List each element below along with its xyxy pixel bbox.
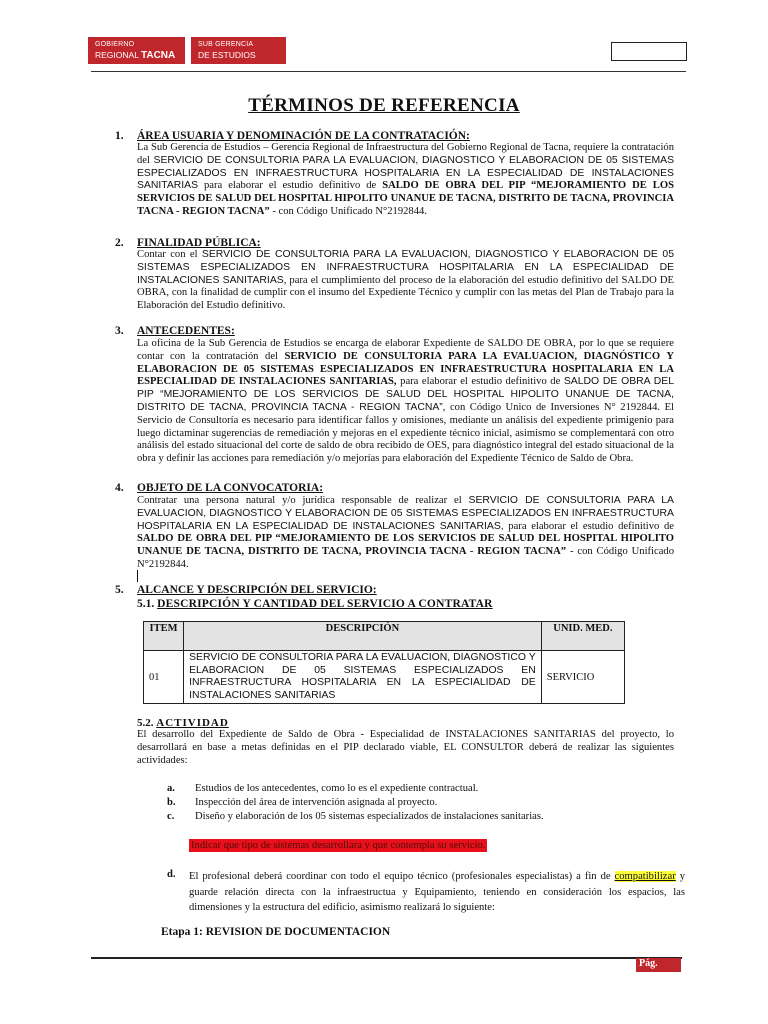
page-title: TÉRMINOS DE REFERENCIA [248,95,520,116]
section-heading-finalidad: FINALIDAD PÚBLICA: [137,237,261,249]
table-header-row [144,622,625,651]
logo-line-1: GOBIERNO [95,41,135,48]
section-number: 4. [115,482,124,494]
highlighted-word: compatibilizar [614,871,676,882]
red-highlighted-note: Indicar que tipo de sistemas desarrollara y que contempla su servicio. [191,840,486,851]
table-cell-description: SERVICIO DE CONSULTORIA PARA LA EVALUACION, DIAGNOSTICO Y ELABORACION DE 05 SISTEMAS ESPECIALIZADOS EN INFRAESTRUCTURA HOSPITALARIA EN LA ESPECIALIDAD DE INSTALACIONES SANITARIAS [184,651,542,704]
logo-line-2: REGIONAL TACNA [95,50,176,61]
sub-gerencia-logo [191,37,286,64]
section-1-paragraph: La Sub Gerencia de Estudios – Gerencia Regional de Infraestructura del Gobierno Regional de Tacna, requiere la contratación del SERVICIO DE CONSULTORIA PARA LA EVALUACION, DIAGNOSTICO Y ELABORACION DE 05 SISTEMAS ESPECIALIZADOS EN INFRAESTRUCTURA HOSPITALARIA EN LA ESPECIALIDAD DE INSTALACIONES SANITARIAS para elaborar el estudio definitivo de SALDO DE OBRA DEL PIP “MEJORAMIENTO DE LOS SERVICIOS DE SALUD DEL HOSPITAL HIPOLITO UNANUE DE TACNA, DISTRITO DE TACNA, PROVINCIA TACNA - REGION TACNA” - con Código Unificado N°2192844. [137,142,675,217]
list-item-d-text: El profesional deberá coordinar con todo el equipo técnico (profesionales especialistas) a fin de compatibilizar y guarde relación directa con la infraestructua y Equipamiento, teniendo en consideración los espacios, las dimensiones y la estructura del edificio, asimismo realizará lo siguiente: [189,871,685,913]
logo-line-2: DE ESTUDIOS [198,50,256,60]
section-3-paragraph: La oficina de la Sub Gerencia de Estudios se encarga de elaborar Expediente de SALDO DE OBRA, por lo que se requiere contar con la contratación del SERVICIO DE CONSULTORIA PARA LA EVALUACION, DIAGNÓSTICO Y ELABORACION DE 05 SISTEMAS ESPECIALIZADOS EN INFRAESTRUCTURA HOSPITALARIA EN LA ESPECIALIDAD DE INSTALACIONES SANITARIAS, para elaborar el estudio definitivo de SALDO DE OBRA DEL PIP “MEJORAMIENTO DE LOS SERVICIOS DE SALUD DEL HOSPITAL HIPOLITO UNANUE DE TACNA, DISTRITO DE TACNA, PROVINCIA TACNA - REGION TACNA”, con Código Unico de Inversiones N° 2192844. El Servicio de Consultoría es necesario para identificar fallos y omisiones, mediante un análisis del expediente primigenio para luego dictaminar sugerencias de remediación y mejoras en el expediente técnico inicial, asimismo se complementará con otro análisis del estado situacional del corte de saldo de obra recibido de OES, para diagnóstico integral del estado situacional de la obra y definir las acciones para remediación y/o mejorías para elaboración del Expediente Técnico de Saldo de Obra. [137,338,674,465]
footer-divider [91,957,682,959]
header-code-box [611,42,687,61]
gobierno-regional-logo [88,37,185,64]
subsection-5-1: 5.1. DESCRIPCIÓN Y CANTIDAD DEL SERVICIO A CONTRATAR [137,598,493,610]
page-number-badge: Pág. [636,958,681,972]
section-number: 1. [115,130,124,142]
table-row [144,651,625,704]
section-number: 3. [115,325,124,337]
section-2-paragraph: Contar con el SERVICIO DE CONSULTORIA PARA LA EVALUACION, DIAGNOSTICO Y ELABORACION DE 05 SISTEMAS ESPECIALIZADOS EN INFRAESTRUCTURA HOSPITALARIA EN LA ESPECIALIDAD DE INSTALACIONES SANITARIAS, para el cumplimiento del proceso de la elaboración del estudio definitivo del SALDO DE OBRA, con la finalidad de cumplir con el insumo del Expediente Técnico y cumplir con las metas del Plan de Trabajo para la Elaboración del Estudio definitivo. [137,249,674,312]
table-header-unit: UNID. MED. [541,622,624,651]
section-number: 5. [115,584,124,596]
table-header-description: DESCRIPCIÓN [184,622,542,651]
section-heading-antecedentes: ANTECEDENTES: [137,325,235,337]
header-divider [91,71,686,72]
logo-line-1: SUB GERENCIA [198,41,254,48]
service-table [143,621,625,704]
section-number: 2. [115,237,124,249]
section-heading-objeto: OBJETO DE LA CONVOCATORIA: [137,482,324,494]
text-cursor [137,570,138,582]
subsection-5-2: 5.2. ACTIVIDAD [137,717,229,729]
table-cell-item: 01 [144,651,184,704]
etapa-heading: Etapa 1: REVISION DE DOCUMENTACION [161,926,391,938]
section-heading-alcance: ALCANCE Y DESCRIPCIÓN DEL SERVICIO: [137,584,377,596]
activity-paragraph: El desarrollo del Expediente de Saldo de Obra - Especialidad de INSTALACIONES SANITARIAS del proyecto, lo desarrollará en base a metas definidas en el PIP declarado viable, EL CONSULTOR deberá de realizar las siguientes actividades: [137,729,674,766]
table-cell-unit: SERVICIO [541,651,624,704]
section-heading-area-usuaria: ÁREA USUARIA Y DENOMINACIÓN DE LA CONTRATACIÓN: [137,130,470,142]
section-4-paragraph: Contratar una persona natural y/o jurídica responsable de realizar el SERVICIO DE CONSULTORIA PARA LA EVALUACION, DIAGNOSTICO Y ELABORACION DE 05 SISTEMAS ESPECIALIZADOS EN INFRAESTRUCTURA HOSPITALARIA EN LA ESPECIALIDAD DE INSTALACIONES SANITARIAS, para elaborar el estudio definitivo de SALDO DE OBRA DEL PIP “MEJORAMIENTO DE LOS SERVICIOS DE SALUD DEL HOSPITAL HIPOLITO UNANUE DE TACNA, DISTRITO DE TACNA, PROVINCIA TACNA - REGION TACNA” - con Código Unificado N°2192844. [137,495,674,570]
table-header-item: ITEM [144,622,184,651]
